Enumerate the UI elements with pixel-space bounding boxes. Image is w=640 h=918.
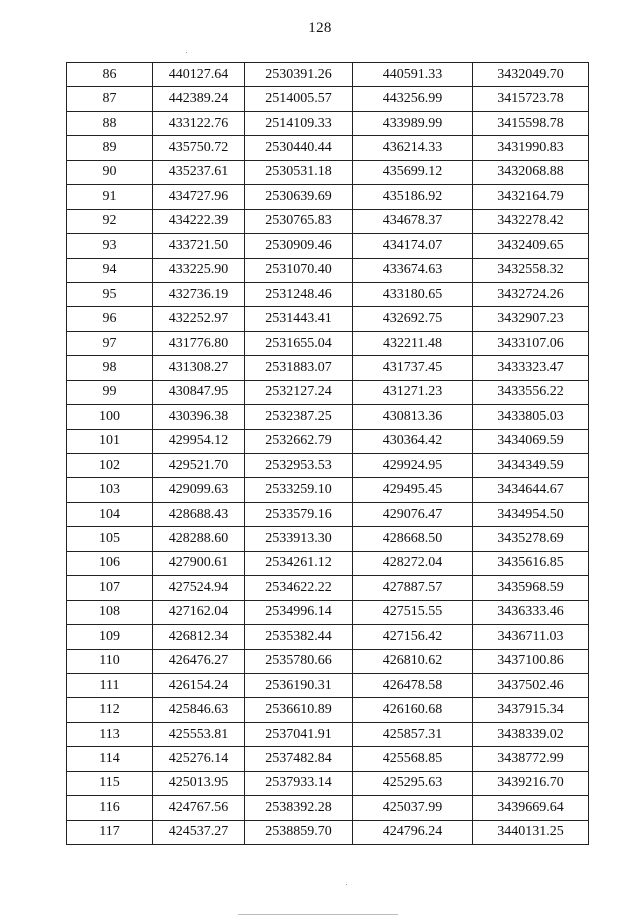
y1-cell: 2537041.91: [245, 722, 353, 746]
x1-cell: 429954.12: [153, 429, 245, 453]
x2-cell: 425568.85: [353, 747, 473, 771]
table-row: [67, 356, 589, 380]
table-row: [67, 722, 589, 746]
point-number-cell: 89: [67, 136, 153, 160]
x2-cell: 431737.45: [353, 356, 473, 380]
y2-cell: 3434644.67: [473, 478, 589, 502]
x2-cell: 434678.37: [353, 209, 473, 233]
x2-cell: 433989.99: [353, 111, 473, 135]
y1-cell: 2532387.25: [245, 405, 353, 429]
point-number-cell: 117: [67, 820, 153, 844]
x1-cell: 425276.14: [153, 747, 245, 771]
x2-cell: 427156.42: [353, 625, 473, 649]
scan-speck: [346, 884, 347, 885]
point-number-cell: 102: [67, 454, 153, 478]
y2-cell: 3433805.03: [473, 405, 589, 429]
x2-cell: 427515.55: [353, 600, 473, 624]
x1-cell: 424767.56: [153, 796, 245, 820]
table-row: [67, 747, 589, 771]
y1-cell: 2530531.18: [245, 160, 353, 184]
table-row: [67, 258, 589, 282]
point-number-cell: 104: [67, 502, 153, 526]
table-row: [67, 185, 589, 209]
y2-cell: 3436711.03: [473, 625, 589, 649]
y2-cell: 3432409.65: [473, 234, 589, 258]
point-number-cell: 95: [67, 282, 153, 306]
point-number-cell: 105: [67, 527, 153, 551]
y1-cell: 2530639.69: [245, 185, 353, 209]
table-row: [67, 454, 589, 478]
x2-cell: 425857.31: [353, 722, 473, 746]
y2-cell: 3432278.42: [473, 209, 589, 233]
y2-cell: 3435278.69: [473, 527, 589, 551]
y1-cell: 2533579.16: [245, 502, 353, 526]
y2-cell: 3433556.22: [473, 380, 589, 404]
table-row: [67, 209, 589, 233]
point-number-cell: 98: [67, 356, 153, 380]
scan-speck: [186, 52, 187, 53]
y1-cell: 2514005.57: [245, 87, 353, 111]
x1-cell: 426154.24: [153, 673, 245, 697]
x2-cell: 443256.99: [353, 87, 473, 111]
y2-cell: 3440131.25: [473, 820, 589, 844]
y1-cell: 2535780.66: [245, 649, 353, 673]
x1-cell: 433225.90: [153, 258, 245, 282]
point-number-cell: 107: [67, 576, 153, 600]
y1-cell: 2533259.10: [245, 478, 353, 502]
y2-cell: 3434349.59: [473, 454, 589, 478]
y2-cell: 3439669.64: [473, 796, 589, 820]
y1-cell: 2530909.46: [245, 234, 353, 258]
y1-cell: 2531070.40: [245, 258, 353, 282]
table-row: [67, 478, 589, 502]
y2-cell: 3432724.26: [473, 282, 589, 306]
x1-cell: 426476.27: [153, 649, 245, 673]
x2-cell: 426810.62: [353, 649, 473, 673]
point-number-cell: 94: [67, 258, 153, 282]
y2-cell: 3415598.78: [473, 111, 589, 135]
x1-cell: 425013.95: [153, 771, 245, 795]
point-number-cell: 91: [67, 185, 153, 209]
table-row: [67, 796, 589, 820]
table-row: [67, 649, 589, 673]
y2-cell: 3439216.70: [473, 771, 589, 795]
x1-cell: 429521.70: [153, 454, 245, 478]
x1-cell: 430396.38: [153, 405, 245, 429]
y2-cell: 3431990.83: [473, 136, 589, 160]
point-number-cell: 88: [67, 111, 153, 135]
y1-cell: 2534622.22: [245, 576, 353, 600]
table-row: [67, 771, 589, 795]
x2-cell: 429076.47: [353, 502, 473, 526]
x1-cell: 432736.19: [153, 282, 245, 306]
x1-cell: 432252.97: [153, 307, 245, 331]
x2-cell: 428272.04: [353, 551, 473, 575]
y2-cell: 3432558.32: [473, 258, 589, 282]
y2-cell: 3437915.34: [473, 698, 589, 722]
x1-cell: 440127.64: [153, 63, 245, 87]
x2-cell: 433674.63: [353, 258, 473, 282]
x2-cell: 425037.99: [353, 796, 473, 820]
y2-cell: 3433323.47: [473, 356, 589, 380]
y1-cell: 2534996.14: [245, 600, 353, 624]
x1-cell: 426812.34: [153, 625, 245, 649]
y1-cell: 2534261.12: [245, 551, 353, 575]
x1-cell: 431776.80: [153, 331, 245, 355]
x2-cell: 432211.48: [353, 331, 473, 355]
point-number-cell: 109: [67, 625, 153, 649]
x1-cell: 427524.94: [153, 576, 245, 600]
table-row: [67, 136, 589, 160]
point-number-cell: 108: [67, 600, 153, 624]
x2-cell: 429495.45: [353, 478, 473, 502]
table-row: [67, 502, 589, 526]
y1-cell: 2531655.04: [245, 331, 353, 355]
table-row: [67, 527, 589, 551]
x1-cell: 431308.27: [153, 356, 245, 380]
x2-cell: 427887.57: [353, 576, 473, 600]
table-row: [67, 551, 589, 575]
x1-cell: 429099.63: [153, 478, 245, 502]
table-row: [67, 331, 589, 355]
point-number-cell: 87: [67, 87, 153, 111]
point-number-cell: 101: [67, 429, 153, 453]
x1-cell: 430847.95: [153, 380, 245, 404]
point-number-cell: 99: [67, 380, 153, 404]
point-number-cell: 113: [67, 722, 153, 746]
x1-cell: 427900.61: [153, 551, 245, 575]
x2-cell: 435699.12: [353, 160, 473, 184]
x1-cell: 433721.50: [153, 234, 245, 258]
y1-cell: 2532127.24: [245, 380, 353, 404]
x1-cell: 435750.72: [153, 136, 245, 160]
table-row: [67, 63, 589, 87]
point-number-cell: 111: [67, 673, 153, 697]
x1-cell: 428288.60: [153, 527, 245, 551]
point-number-cell: 97: [67, 331, 153, 355]
y2-cell: 3434069.59: [473, 429, 589, 453]
x2-cell: 424796.24: [353, 820, 473, 844]
x1-cell: 434222.39: [153, 209, 245, 233]
table-row: [67, 87, 589, 111]
table-row: [67, 429, 589, 453]
x2-cell: 426478.58: [353, 673, 473, 697]
y2-cell: 3437502.46: [473, 673, 589, 697]
y1-cell: 2532662.79: [245, 429, 353, 453]
y1-cell: 2533913.30: [245, 527, 353, 551]
x1-cell: 433122.76: [153, 111, 245, 135]
x2-cell: 426160.68: [353, 698, 473, 722]
y1-cell: 2537933.14: [245, 771, 353, 795]
footer-rule: [238, 914, 398, 915]
table-row: [67, 673, 589, 697]
table-row: [67, 820, 589, 844]
x2-cell: 433180.65: [353, 282, 473, 306]
table-row: [67, 405, 589, 429]
y2-cell: 3436333.46: [473, 600, 589, 624]
x2-cell: 440591.33: [353, 63, 473, 87]
table-row: [67, 625, 589, 649]
x2-cell: 425295.63: [353, 771, 473, 795]
table-row: [67, 282, 589, 306]
point-number-cell: 103: [67, 478, 153, 502]
point-number-cell: 100: [67, 405, 153, 429]
y1-cell: 2531443.41: [245, 307, 353, 331]
table-row: [67, 234, 589, 258]
x2-cell: 430813.36: [353, 405, 473, 429]
y1-cell: 2535382.44: [245, 625, 353, 649]
table-row: [67, 111, 589, 135]
coordinates-table-body: [67, 63, 589, 845]
table-row: [67, 698, 589, 722]
x2-cell: 431271.23: [353, 380, 473, 404]
y1-cell: 2536610.89: [245, 698, 353, 722]
x1-cell: 424537.27: [153, 820, 245, 844]
point-number-cell: 96: [67, 307, 153, 331]
y1-cell: 2536190.31: [245, 673, 353, 697]
x1-cell: 427162.04: [153, 600, 245, 624]
y1-cell: 2530440.44: [245, 136, 353, 160]
y2-cell: 3415723.78: [473, 87, 589, 111]
table-row: [67, 576, 589, 600]
point-number-cell: 92: [67, 209, 153, 233]
y1-cell: 2532953.53: [245, 454, 353, 478]
y2-cell: 3433107.06: [473, 331, 589, 355]
point-number-cell: 110: [67, 649, 153, 673]
point-number-cell: 115: [67, 771, 153, 795]
y2-cell: 3435968.59: [473, 576, 589, 600]
y1-cell: 2538859.70: [245, 820, 353, 844]
y1-cell: 2531883.07: [245, 356, 353, 380]
point-number-cell: 116: [67, 796, 153, 820]
x2-cell: 436214.33: [353, 136, 473, 160]
coordinates-table: [66, 62, 589, 845]
y2-cell: 3432068.88: [473, 160, 589, 184]
x1-cell: 442389.24: [153, 87, 245, 111]
y2-cell: 3434954.50: [473, 502, 589, 526]
x2-cell: 435186.92: [353, 185, 473, 209]
point-number-cell: 93: [67, 234, 153, 258]
x2-cell: 434174.07: [353, 234, 473, 258]
x1-cell: 425553.81: [153, 722, 245, 746]
y1-cell: 2537482.84: [245, 747, 353, 771]
point-number-cell: 86: [67, 63, 153, 87]
y1-cell: 2531248.46: [245, 282, 353, 306]
x2-cell: 429924.95: [353, 454, 473, 478]
y2-cell: 3438339.02: [473, 722, 589, 746]
x2-cell: 428668.50: [353, 527, 473, 551]
point-number-cell: 114: [67, 747, 153, 771]
y1-cell: 2514109.33: [245, 111, 353, 135]
point-number-cell: 90: [67, 160, 153, 184]
y2-cell: 3432049.70: [473, 63, 589, 87]
y1-cell: 2530391.26: [245, 63, 353, 87]
x1-cell: 428688.43: [153, 502, 245, 526]
x1-cell: 434727.96: [153, 185, 245, 209]
table-row: [67, 600, 589, 624]
page-number: 128: [308, 20, 332, 36]
table-row: [67, 380, 589, 404]
x1-cell: 425846.63: [153, 698, 245, 722]
table-row: [67, 160, 589, 184]
x2-cell: 430364.42: [353, 429, 473, 453]
y1-cell: 2530765.83: [245, 209, 353, 233]
y1-cell: 2538392.28: [245, 796, 353, 820]
point-number-cell: 112: [67, 698, 153, 722]
y2-cell: 3432907.23: [473, 307, 589, 331]
y2-cell: 3438772.99: [473, 747, 589, 771]
y2-cell: 3437100.86: [473, 649, 589, 673]
point-number-cell: 106: [67, 551, 153, 575]
table-row: [67, 307, 589, 331]
x2-cell: 432692.75: [353, 307, 473, 331]
x1-cell: 435237.61: [153, 160, 245, 184]
y2-cell: 3432164.79: [473, 185, 589, 209]
y2-cell: 3435616.85: [473, 551, 589, 575]
